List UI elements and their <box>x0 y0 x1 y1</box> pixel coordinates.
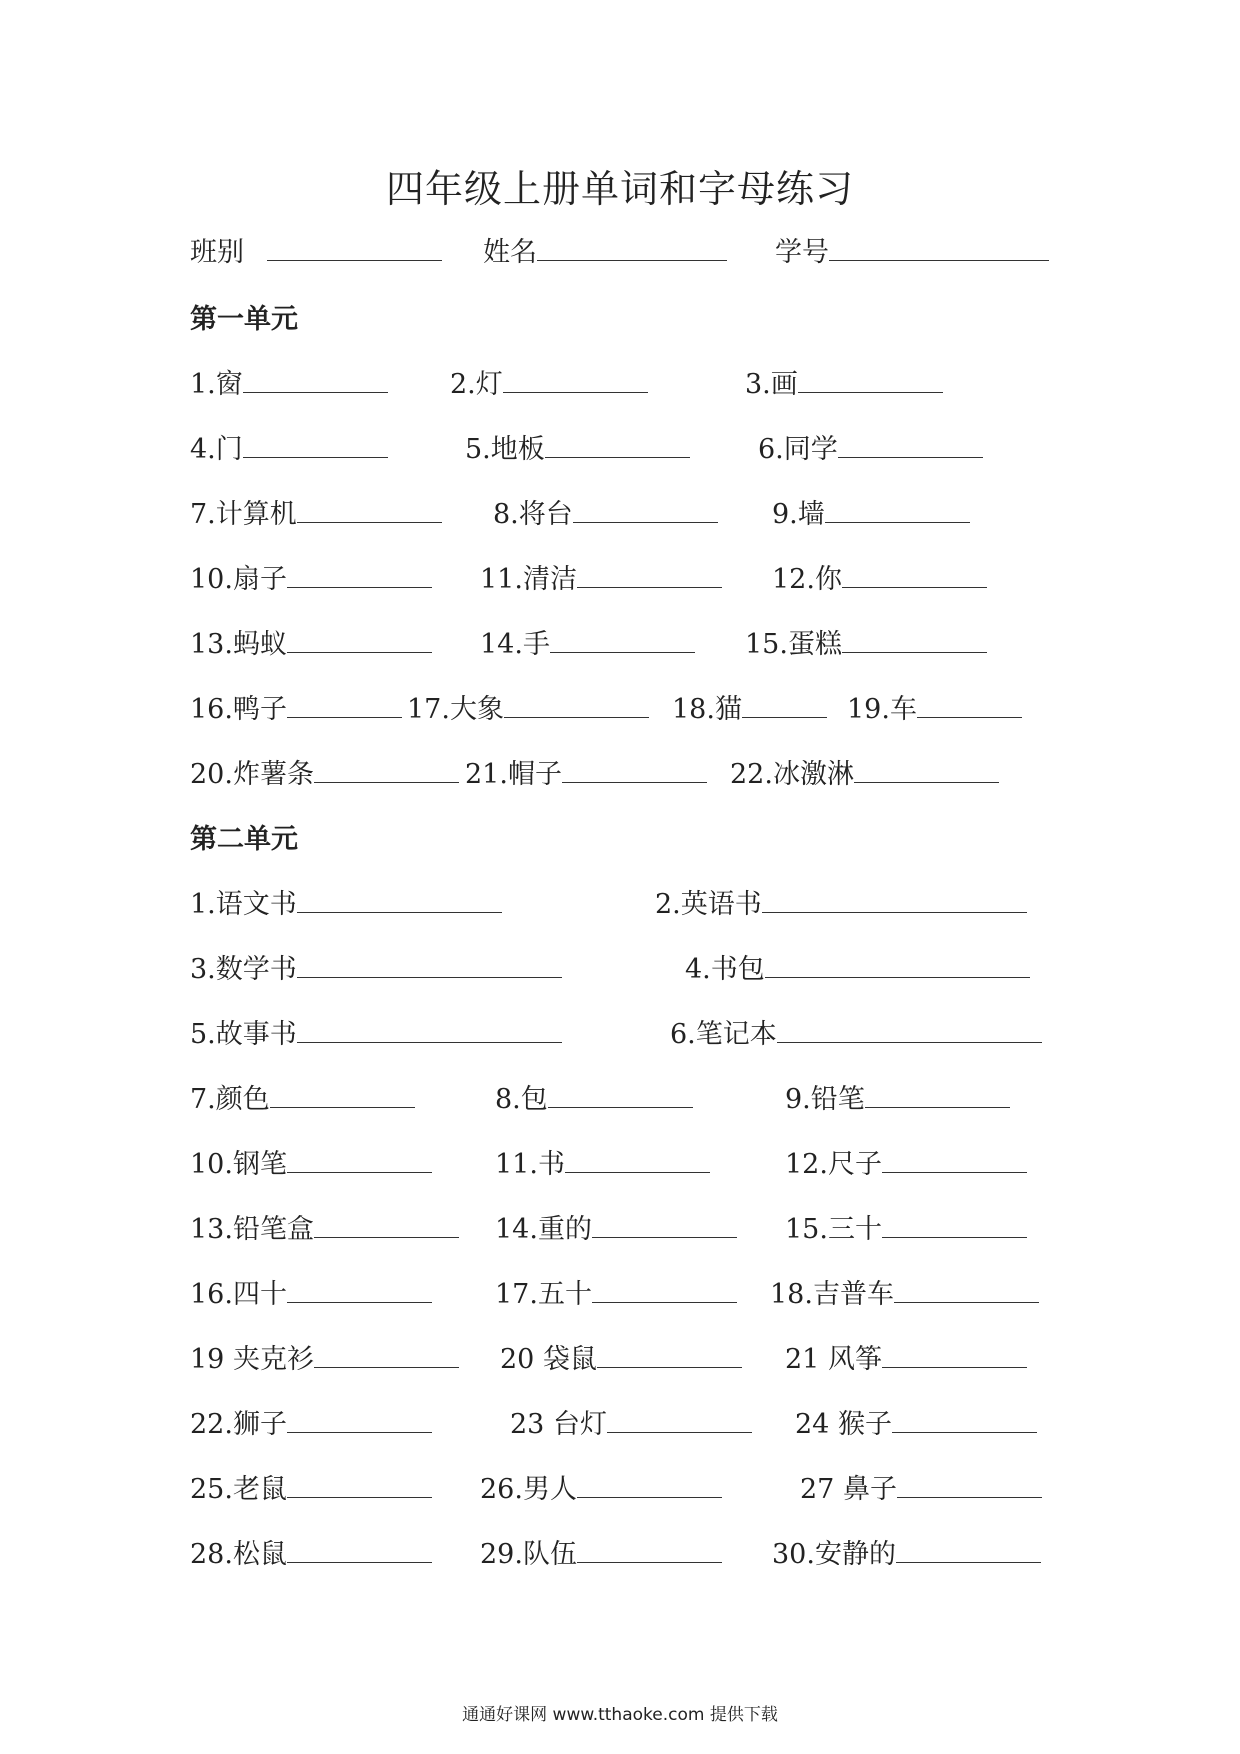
unit2-item-label: 27 鼻子 <box>800 1474 897 1505</box>
unit2-item[interactable] <box>685 947 1030 986</box>
unit1-answer-blank[interactable] <box>825 494 970 523</box>
unit1-answer-blank[interactable] <box>917 689 1022 718</box>
unit1-row <box>0 362 1240 402</box>
unit2-item-label: 4.书包 <box>685 954 765 985</box>
unit1-answer-blank[interactable] <box>287 559 432 588</box>
unit1-item-label: 16.鸭子 <box>190 694 287 725</box>
unit1-item-label: 9.墙 <box>772 499 825 530</box>
unit2-row <box>0 1467 1240 1507</box>
unit2-item-label: 24 猴子 <box>795 1409 892 1440</box>
unit2-answer-blank[interactable] <box>565 1144 710 1173</box>
unit2-answer-blank[interactable] <box>577 1469 722 1498</box>
unit2-item[interactable] <box>510 1402 752 1441</box>
unit2-item[interactable] <box>190 1337 459 1376</box>
unit2-row <box>0 947 1240 987</box>
unit1-item[interactable] <box>465 427 690 466</box>
unit1-item[interactable] <box>465 752 707 791</box>
student-id-field[interactable] <box>775 230 1049 269</box>
unit1-answer-blank[interactable] <box>577 559 722 588</box>
unit2-item-label: 9.铅笔 <box>785 1084 865 1115</box>
student-id-label: 学号 <box>775 237 829 268</box>
unit2-answer-blank[interactable] <box>314 1339 459 1368</box>
unit1-item[interactable] <box>190 427 388 466</box>
student-info-row <box>0 230 1240 270</box>
unit2-item[interactable] <box>772 1532 1041 1571</box>
unit1-item[interactable] <box>758 427 983 466</box>
unit2-item-label: 13.铅笔盒 <box>190 1214 314 1245</box>
unit2-item-label: 12.尺子 <box>785 1149 882 1180</box>
unit1-item-label: 1.窗 <box>190 369 243 400</box>
unit2-item-label: 7.颜色 <box>190 1084 270 1115</box>
unit1-item-label: 20.炸薯条 <box>190 759 314 790</box>
unit1-row <box>0 557 1240 597</box>
unit2-item[interactable] <box>495 1077 693 1116</box>
unit2-item-label: 2.英语书 <box>655 889 762 920</box>
unit2-item-label: 30.安静的 <box>772 1539 896 1570</box>
unit2-item-label: 5.故事书 <box>190 1019 297 1050</box>
unit1-item[interactable] <box>190 557 432 596</box>
unit2-item[interactable] <box>785 1142 1027 1181</box>
unit1-answer-blank[interactable] <box>243 429 388 458</box>
unit1-item-label: 21.帽子 <box>465 759 562 790</box>
unit2-item[interactable] <box>190 1077 415 1116</box>
unit2-heading: 第二单元 <box>190 824 298 855</box>
unit1-item[interactable] <box>847 687 1022 726</box>
unit1-item-label: 7.计算机 <box>190 499 297 530</box>
unit1-item[interactable] <box>480 622 695 661</box>
unit1-heading: 第一单元 <box>190 304 298 335</box>
unit2-answer-blank[interactable] <box>592 1209 737 1238</box>
unit1-item-label: 14.手 <box>480 629 550 660</box>
unit1-answer-blank[interactable] <box>742 689 827 718</box>
unit1-item-label: 17.大象 <box>407 694 504 725</box>
unit1-row <box>0 492 1240 532</box>
unit2-item[interactable] <box>800 1467 1042 1506</box>
unit1-answer-blank[interactable] <box>287 689 402 718</box>
unit2-row <box>0 882 1240 922</box>
unit1-item-label: 18.猫 <box>672 694 742 725</box>
unit1-answer-blank[interactable] <box>504 689 649 718</box>
unit1-item[interactable] <box>772 492 970 531</box>
unit2-item[interactable] <box>190 882 502 921</box>
unit2-answer-blank[interactable] <box>314 1209 459 1238</box>
unit1-row <box>0 687 1240 727</box>
unit2-answer-blank[interactable] <box>896 1534 1041 1563</box>
unit1-item[interactable] <box>190 687 402 726</box>
class-label: 班别 <box>190 237 244 268</box>
unit2-row <box>0 1207 1240 1247</box>
unit2-answer-blank[interactable] <box>287 1469 432 1498</box>
unit2-item[interactable] <box>190 947 562 986</box>
unit1-item-label: 15.蛋糕 <box>745 629 842 660</box>
unit1-item-label: 22.冰激淋 <box>730 759 854 790</box>
unit2-item-label: 19 夹克衫 <box>190 1344 314 1375</box>
unit1-answer-blank[interactable] <box>842 559 987 588</box>
unit2-item[interactable] <box>795 1402 1037 1441</box>
unit2-item[interactable] <box>495 1142 710 1181</box>
unit1-item-label: 13.蚂蚁 <box>190 629 287 660</box>
unit2-item[interactable] <box>190 1012 562 1051</box>
unit2-answer-blank[interactable] <box>882 1144 1027 1173</box>
unit1-item[interactable] <box>480 557 722 596</box>
unit1-item-label: 12.你 <box>772 564 842 595</box>
unit2-answer-blank[interactable] <box>865 1079 1010 1108</box>
unit1-item-label: 4.门 <box>190 434 243 465</box>
unit2-item-label: 6.笔记本 <box>670 1019 777 1050</box>
unit1-item[interactable] <box>450 362 648 401</box>
unit1-item[interactable] <box>672 687 827 726</box>
unit1-item[interactable] <box>190 362 388 401</box>
unit1-answer-blank[interactable] <box>503 364 648 393</box>
unit2-item[interactable] <box>785 1207 1027 1246</box>
unit2-row <box>0 1272 1240 1312</box>
unit1-item-label: 3.画 <box>745 369 798 400</box>
unit1-answer-blank[interactable] <box>297 494 442 523</box>
unit2-item[interactable] <box>190 1467 432 1506</box>
unit1-item-label: 5.地板 <box>465 434 545 465</box>
unit2-answer-blank[interactable] <box>287 1404 432 1433</box>
unit2-answer-blank[interactable] <box>270 1079 415 1108</box>
unit2-item-label: 28.松鼠 <box>190 1539 287 1570</box>
unit2-item-label: 3.数学书 <box>190 954 297 985</box>
unit2-row <box>0 1142 1240 1182</box>
unit2-item[interactable] <box>190 1532 432 1571</box>
unit2-item[interactable] <box>190 1142 432 1181</box>
unit1-answer-blank[interactable] <box>562 754 707 783</box>
unit1-item[interactable] <box>190 752 459 791</box>
unit2-answer-blank[interactable] <box>297 884 502 913</box>
unit1-item[interactable] <box>745 362 943 401</box>
unit2-item-label: 20 袋鼠 <box>500 1344 597 1375</box>
unit2-answer-blank[interactable] <box>897 1469 1042 1498</box>
unit2-item[interactable] <box>190 1272 432 1311</box>
unit2-answer-blank[interactable] <box>894 1274 1039 1303</box>
unit1-answer-blank[interactable] <box>287 624 432 653</box>
unit2-item[interactable] <box>480 1467 722 1506</box>
unit2-item-label: 25.老鼠 <box>190 1474 287 1505</box>
unit1-item[interactable] <box>190 492 442 531</box>
unit2-item-label: 15.三十 <box>785 1214 882 1245</box>
unit2-answer-blank[interactable] <box>287 1144 432 1173</box>
unit1-item-label: 2.灯 <box>450 369 503 400</box>
name-field[interactable] <box>483 230 727 269</box>
unit2-item-label: 10.钢笔 <box>190 1149 287 1180</box>
unit2-row <box>0 1012 1240 1052</box>
page-title: 四年级上册单词和字母练习 <box>385 167 854 211</box>
unit2-item[interactable] <box>785 1077 1010 1116</box>
unit2-item[interactable] <box>770 1272 1039 1311</box>
unit1-item-label: 8.将台 <box>493 499 573 530</box>
unit2-answer-blank[interactable] <box>892 1404 1037 1433</box>
unit2-item[interactable] <box>500 1337 742 1376</box>
unit2-answer-blank[interactable] <box>577 1534 722 1563</box>
unit1-item[interactable] <box>772 557 987 596</box>
unit2-item-label: 22.狮子 <box>190 1409 287 1440</box>
name-label: 姓名 <box>483 237 537 268</box>
unit1-answer-blank[interactable] <box>550 624 695 653</box>
unit1-row <box>0 427 1240 467</box>
unit1-answer-blank[interactable] <box>854 754 999 783</box>
unit2-item[interactable] <box>190 1402 432 1441</box>
unit2-item-label: 11.书 <box>495 1149 565 1180</box>
unit2-answer-blank[interactable] <box>597 1339 742 1368</box>
footer-credit: 通通好课网 www.tthaoke.com 提供下载 <box>462 1705 778 1725</box>
unit2-item[interactable] <box>655 882 1027 921</box>
unit2-item-label: 29.队伍 <box>480 1539 577 1570</box>
unit2-answer-blank[interactable] <box>287 1274 432 1303</box>
unit2-answer-blank[interactable] <box>882 1209 1027 1238</box>
class-field[interactable] <box>190 230 442 269</box>
unit2-item-label: 1.语文书 <box>190 889 297 920</box>
unit2-row <box>0 1532 1240 1572</box>
unit2-item[interactable] <box>785 1337 1027 1376</box>
unit2-answer-blank[interactable] <box>297 1014 562 1043</box>
unit2-item-label: 21 风筝 <box>785 1344 882 1375</box>
unit2-item-label: 17.五十 <box>495 1279 592 1310</box>
unit2-item[interactable] <box>480 1532 722 1571</box>
unit2-answer-blank[interactable] <box>607 1404 752 1433</box>
unit2-item[interactable] <box>495 1207 737 1246</box>
unit2-answer-blank[interactable] <box>287 1534 432 1563</box>
unit1-answer-blank[interactable] <box>573 494 718 523</box>
unit1-row <box>0 622 1240 662</box>
unit1-item[interactable] <box>407 687 649 726</box>
unit1-row <box>0 752 1240 792</box>
unit2-answer-blank[interactable] <box>882 1339 1027 1368</box>
unit1-answer-blank[interactable] <box>545 429 690 458</box>
unit1-answer-blank[interactable] <box>243 364 388 393</box>
unit2-item-label: 18.吉普车 <box>770 1279 894 1310</box>
unit2-row <box>0 1077 1240 1117</box>
unit2-item-label: 14.重的 <box>495 1214 592 1245</box>
unit2-item[interactable] <box>495 1272 737 1311</box>
unit1-item-label: 11.清洁 <box>480 564 577 595</box>
unit1-answer-blank[interactable] <box>842 624 987 653</box>
unit2-item[interactable] <box>670 1012 1042 1051</box>
unit2-answer-blank[interactable] <box>777 1014 1042 1043</box>
unit1-item[interactable] <box>493 492 718 531</box>
unit2-item-label: 16.四十 <box>190 1279 287 1310</box>
unit1-answer-blank[interactable] <box>314 754 459 783</box>
unit1-answer-blank[interactable] <box>798 364 943 393</box>
unit1-item-label: 19.车 <box>847 694 917 725</box>
unit1-item-label: 10.扇子 <box>190 564 287 595</box>
unit2-item-label: 26.男人 <box>480 1474 577 1505</box>
unit2-item-label: 8.包 <box>495 1084 548 1115</box>
unit1-item[interactable] <box>190 622 432 661</box>
unit2-answer-blank[interactable] <box>297 949 562 978</box>
unit1-answer-blank[interactable] <box>838 429 983 458</box>
unit2-answer-blank[interactable] <box>765 949 1030 978</box>
unit2-item[interactable] <box>190 1207 459 1246</box>
unit2-answer-blank[interactable] <box>762 884 1027 913</box>
unit1-item[interactable] <box>730 752 999 791</box>
unit1-item[interactable] <box>745 622 987 661</box>
unit2-answer-blank[interactable] <box>548 1079 693 1108</box>
unit1-item-label: 6.同学 <box>758 434 838 465</box>
unit2-row <box>0 1337 1240 1377</box>
unit2-answer-blank[interactable] <box>592 1274 737 1303</box>
unit2-item-label: 23 台灯 <box>510 1409 607 1440</box>
unit2-row <box>0 1402 1240 1442</box>
